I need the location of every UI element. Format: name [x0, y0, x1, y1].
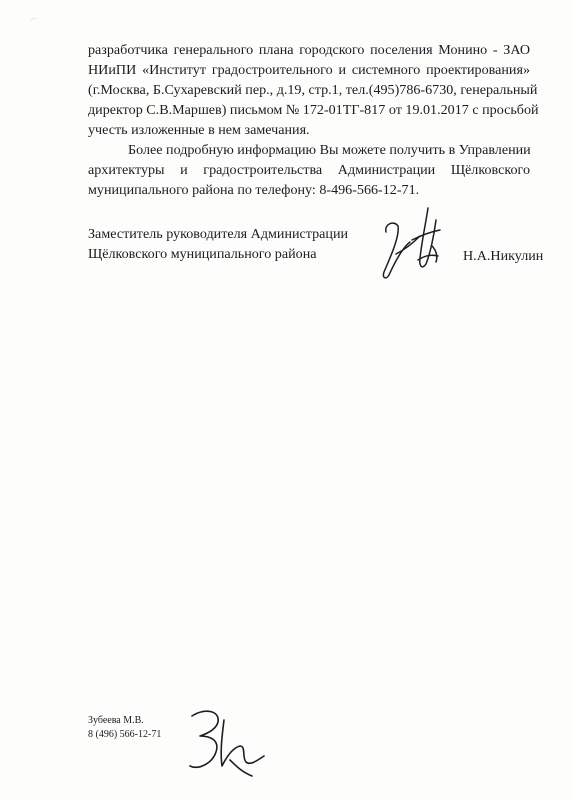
paragraph-1-line: учесть изложенные в нем замечания. [88, 122, 310, 138]
paragraph-1-line: (г.Москва, Б.Сухаревский пер., д.19, стр.1, тел.(495)786-6730, генеральный [88, 82, 538, 98]
scan-artifact: .-· [30, 14, 38, 23]
executor-info [88, 714, 161, 742]
paragraph-2-line: архитектуры и градостроительства Администрации Щёлковского [88, 162, 530, 178]
signatory-position-line: Щёлковского муниципального района [88, 246, 317, 262]
handwritten-signature [372, 196, 452, 282]
signatory-position-line: Заместитель руководителя Администрации [88, 226, 349, 242]
paragraph-2-line: Более подробную информацию Вы можете получить в Управлении [128, 142, 531, 158]
paragraph-1-line: директор С.В.Маршев) письмом № 172-01ТГ-817 от 19.01.2017 с просьбой [88, 102, 539, 118]
executor-name: Зубеева М.В. [88, 715, 144, 726]
signatory-name: Н.А.Никулин [463, 248, 544, 264]
paragraph-1-line: разработчика генерального плана городского поселения Монино - ЗАО [88, 42, 530, 58]
paragraph-1-line: НИиПИ «Институт градостроительного и системного проектирования» [88, 62, 530, 78]
signatory-position [88, 224, 348, 264]
executor-phone: 8 (496) 566-12-71 [88, 729, 162, 740]
paragraph-2 [88, 140, 530, 200]
paragraph-1 [88, 40, 539, 140]
paragraph-2-line: муниципального района по телефону: 8-496-566-12-71. [88, 182, 420, 198]
executor-signature [180, 700, 270, 782]
